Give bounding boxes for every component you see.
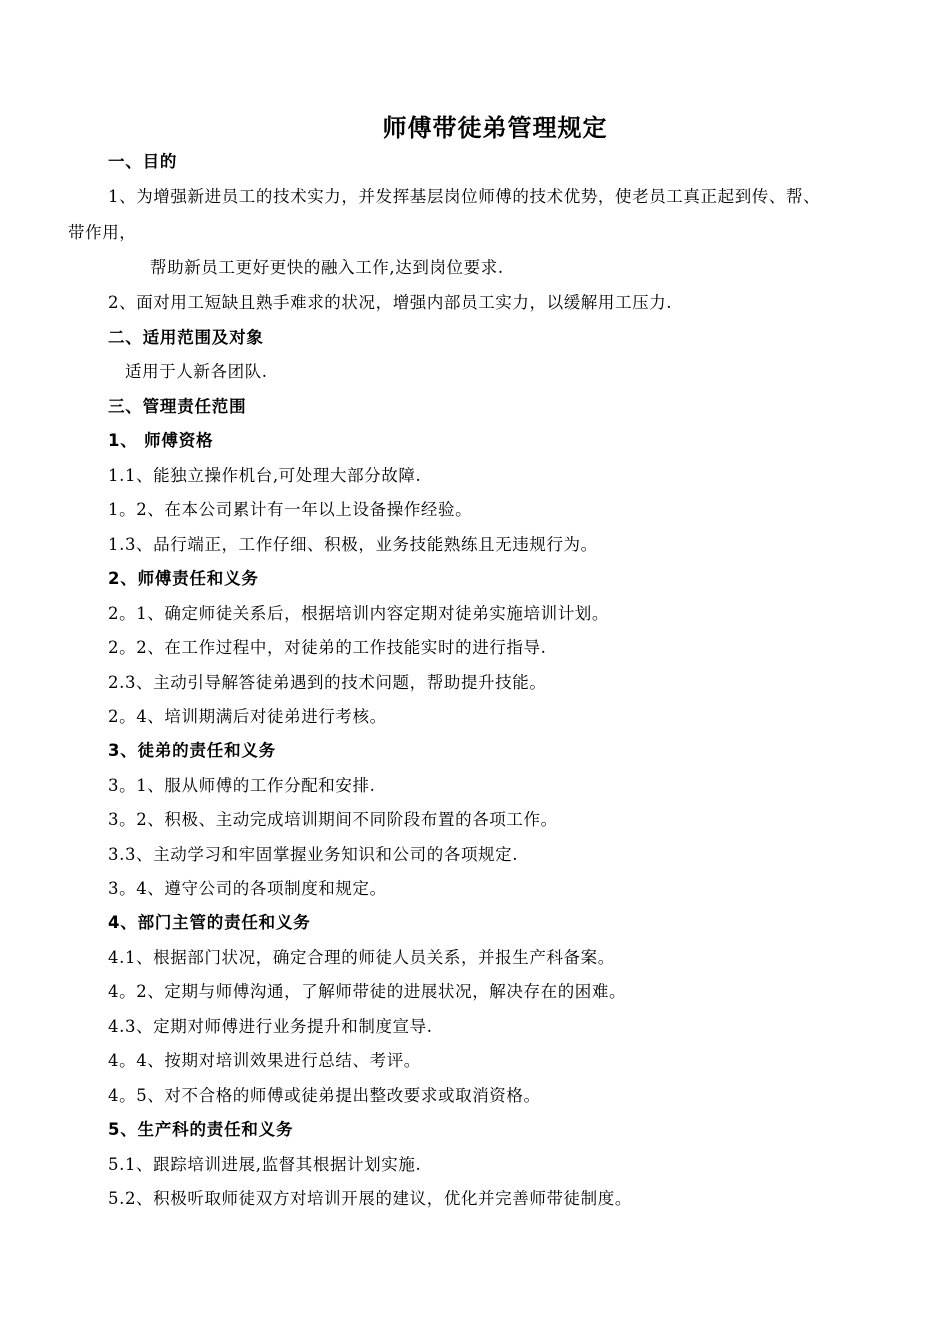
item-2-1: 2。1、确定师徒关系后，根据培训内容定期对徒弟实施培训计划。 — [108, 604, 609, 623]
item-5-1: 5.1、跟踪培训进展,监督其根据计划实施. — [108, 1155, 422, 1174]
subsection-5-heading: 5、生产科的责任和义务 — [108, 1120, 294, 1139]
section-2-body: 适用于人新各团队. — [125, 362, 268, 381]
item-2-4: 2。4、培训期满后对徒弟进行考核。 — [108, 707, 387, 726]
section-1-paragraph-2: 2、面对用工短缺且熟手难求的状况，增强内部员工实力，以缓解用工压力. — [108, 293, 673, 312]
item-1-2: 1。2、在本公司累计有一年以上设备操作经验。 — [108, 500, 473, 519]
item-4-4: 4。4、按期对培训效果进行总结、考评。 — [108, 1051, 421, 1070]
subsection-2-heading: 2、师傅责任和义务 — [108, 569, 259, 588]
subsection-3-heading: 3、徒弟的责任和义务 — [108, 741, 276, 760]
section-2-heading: 二、适用范围及对象 — [108, 328, 264, 347]
section-1-paragraph-1-line-1: 1、为增强新进员工的技术实力，并发挥基层岗位师傅的技术优势，使老员工真正起到传、帮、 — [108, 187, 821, 206]
section-1-heading: 一、目的 — [108, 152, 178, 171]
item-1-1: 1.1、能独立操作机台,可处理大部分故障. — [108, 466, 422, 485]
item-3-4: 3。4、遵守公司的各项制度和规定。 — [108, 879, 387, 898]
subsection-4-heading: 4、部门主管的责任和义务 — [108, 913, 311, 932]
item-3-1: 3。1、服从师傅的工作分配和安排. — [108, 776, 376, 795]
item-1-3: 1.3、品行端正，工作仔细、积极，业务技能熟练且无违规行为。 — [108, 535, 598, 554]
item-3-3: 3.3、主动学习和牢固掌握业务知识和公司的各项规定. — [108, 845, 519, 864]
section-1-paragraph-1-line-3: 帮助新员工更好更快的融入工作,达到岗位要求. — [150, 258, 504, 277]
item-4-1: 4.1、根据部门状况，确定合理的师徒人员关系，并报生产科备案。 — [108, 948, 615, 967]
subsection-1-heading: 1、 师傅资格 — [108, 431, 214, 450]
item-2-2: 2。2、在工作过程中，对徒弟的工作技能实时的进行指导. — [108, 638, 547, 657]
item-3-2: 3。2、积极、主动完成培训期间不同阶段布置的各项工作。 — [108, 810, 558, 829]
document-title: 师傅带徒弟管理规定 — [382, 114, 608, 142]
item-2-3: 2.3、主动引导解答徒弟遇到的技术问题，帮助提升技能。 — [108, 673, 547, 692]
item-5-2: 5.2、积极听取师徒双方对培训开展的建议，优化并完善师带徒制度。 — [108, 1189, 632, 1208]
item-4-3: 4.3、定期对师傅进行业务提升和制度宣导. — [108, 1017, 433, 1036]
section-3-heading: 三、管理责任范围 — [108, 397, 247, 416]
item-4-5: 4。5、对不合格的师傅或徒弟提出整改要求或取消资格。 — [108, 1086, 541, 1105]
section-1-paragraph-1-line-2: 带作用， — [68, 223, 137, 242]
item-4-2: 4。2、定期与师傅沟通，了解师带徒的进展状况，解决存在的困难。 — [108, 982, 627, 1001]
